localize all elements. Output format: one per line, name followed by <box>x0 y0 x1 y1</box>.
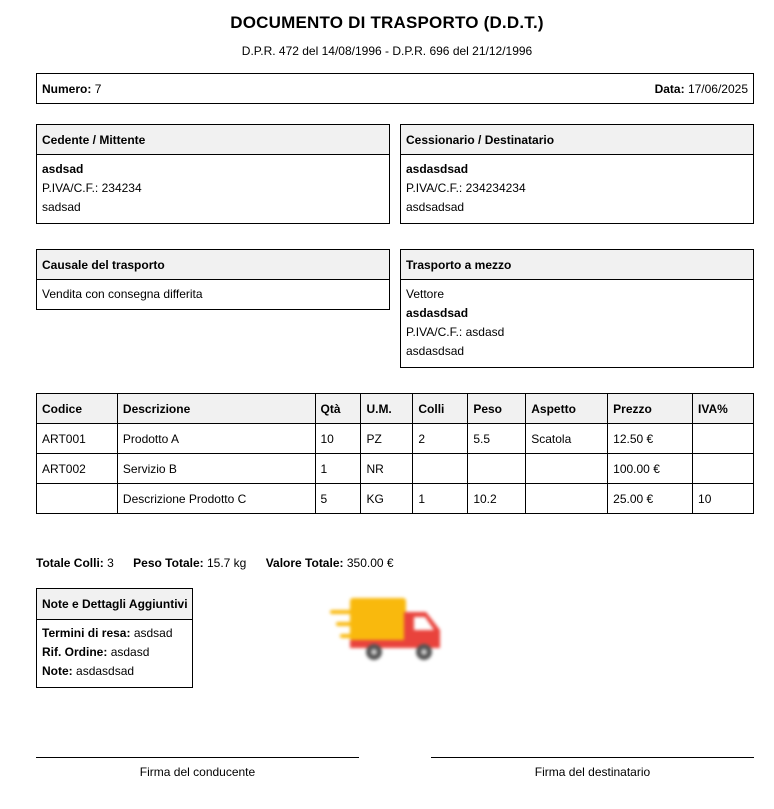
document-number <box>42 82 101 96</box>
notes-box <box>36 588 193 688</box>
column-header: Prezzo <box>608 394 693 424</box>
recipient-vat-label: P.IVA/C.F.: <box>406 181 463 195</box>
document-title: DOCUMENTO DI TRASPORTO (D.D.T.) <box>230 13 544 32</box>
total-value-label: Valore Totale: <box>265 556 344 570</box>
table-cell <box>693 424 754 454</box>
delivery-truck-icon <box>326 594 448 664</box>
driver-signature-label: Firma del conducente <box>139 765 256 779</box>
column-header: Colli <box>413 394 468 424</box>
recipient-address: asdsadsad <box>406 200 465 214</box>
column-header: Qtà <box>315 394 361 424</box>
table-header-row <box>37 394 754 424</box>
total-weight-value: 15.7 kg <box>206 556 247 570</box>
total-packages-label: Totale Colli: <box>36 556 104 570</box>
order-reference-label: Rif. Ordine: <box>42 645 108 659</box>
column-header: Codice <box>37 394 118 424</box>
sender-box <box>36 124 390 224</box>
table-cell <box>413 454 468 484</box>
recipient-vat <box>406 179 748 198</box>
date-label: Data: <box>654 81 685 96</box>
carrier-vat-label: P.IVA/C.F.: <box>406 325 463 339</box>
table-cell <box>37 484 118 514</box>
sender-vat-label: P.IVA/C.F.: <box>42 181 99 195</box>
recipient-signature-label: Firma del destinatario <box>534 765 651 779</box>
sender-vat-value: 234234 <box>101 181 142 195</box>
recipient-name: asdasdsad <box>406 162 469 176</box>
notes-text-value: asdasdsad <box>76 664 135 678</box>
table-cell <box>468 454 526 484</box>
order-reference <box>42 643 187 662</box>
items-table <box>36 393 754 514</box>
table-cell: 12.50 € <box>608 424 693 454</box>
carrier-address: asdasdsad <box>406 344 465 358</box>
table-cell <box>693 454 754 484</box>
column-header: Descrizione <box>117 394 315 424</box>
table-cell: KG <box>361 484 413 514</box>
table-cell: Prodotto A <box>117 424 315 454</box>
table-cell: 10.2 <box>468 484 526 514</box>
document-date <box>655 82 748 96</box>
recipient-signature-line <box>431 757 754 758</box>
transport-reason-value: Vendita con consegna differita <box>42 287 203 301</box>
sender-vat <box>42 179 384 198</box>
number-value: 7 <box>94 81 102 96</box>
recipient-vat-value: 234234234 <box>465 181 526 195</box>
table-cell: Descrizione Prodotto C <box>117 484 315 514</box>
number-label: Numero: <box>42 81 92 96</box>
table-cell: Servizio B <box>117 454 315 484</box>
total-weight <box>133 556 246 570</box>
total-weight-label: Peso Totale: <box>133 556 204 570</box>
truck-cargo <box>350 598 406 642</box>
notes-text-label: Note: <box>42 664 73 678</box>
table-cell: 1 <box>413 484 468 514</box>
total-packages <box>36 556 114 570</box>
column-header: IVA% <box>693 394 754 424</box>
recipient-title: Cessionario / Destinatario <box>401 125 753 155</box>
table-cell: 5 <box>315 484 361 514</box>
table-row <box>37 454 754 484</box>
transport-reason-box <box>36 249 390 310</box>
totals-line <box>36 556 410 570</box>
table-cell: 10 <box>693 484 754 514</box>
notes-title: Note e Dettagli Aggiuntivi <box>37 589 192 620</box>
table-cell: 25.00 € <box>608 484 693 514</box>
carrier-vat <box>406 323 748 342</box>
document-subtitle: D.P.R. 472 del 14/08/1996 - D.P.R. 696 del 21/12/1996 <box>241 44 533 58</box>
table-cell: PZ <box>361 424 413 454</box>
table-cell: 100.00 € <box>608 454 693 484</box>
total-packages-value: 3 <box>107 556 114 570</box>
sender-title: Cedente / Mittente <box>37 125 389 155</box>
delivery-terms <box>42 624 187 643</box>
carrier-name: asdasdsad <box>406 306 469 320</box>
table-cell: 5.5 <box>468 424 526 454</box>
date-value: 17/06/2025 <box>687 81 748 96</box>
column-header: U.M. <box>361 394 413 424</box>
table-cell: ART001 <box>37 424 118 454</box>
order-reference-value: asdasd <box>110 645 150 659</box>
table-cell <box>526 454 608 484</box>
table-cell: Scatola <box>526 424 608 454</box>
carrier-vat-value: asdasd <box>465 325 505 339</box>
transport-mode-box <box>400 249 754 368</box>
column-header: Aspetto <box>526 394 608 424</box>
total-value-value: 350.00 € <box>346 556 394 570</box>
document-info-bar <box>36 73 754 104</box>
table-cell: ART002 <box>37 454 118 484</box>
sender-address: sadsad <box>42 200 81 214</box>
table-cell: 2 <box>413 424 468 454</box>
sender-name: asdsad <box>42 162 84 176</box>
delivery-terms-value: asdsad <box>133 626 173 640</box>
recipient-box <box>400 124 754 224</box>
wheel-hub <box>421 649 427 655</box>
delivery-terms-label: Termini di resa: <box>42 626 131 640</box>
table-cell: NR <box>361 454 413 484</box>
wheel-hub <box>371 649 377 655</box>
transport-mode-value: Vettore <box>406 287 445 301</box>
table-row <box>37 424 754 454</box>
column-header: Peso <box>468 394 526 424</box>
table-cell: 1 <box>315 454 361 484</box>
transport-reason-title: Causale del trasporto <box>37 250 389 280</box>
table-cell: 10 <box>315 424 361 454</box>
table-row <box>37 484 754 514</box>
notes-text <box>42 662 187 681</box>
driver-signature-line <box>36 757 359 758</box>
table-cell <box>526 484 608 514</box>
transport-mode-title: Trasporto a mezzo <box>401 250 753 280</box>
total-value <box>266 556 394 570</box>
